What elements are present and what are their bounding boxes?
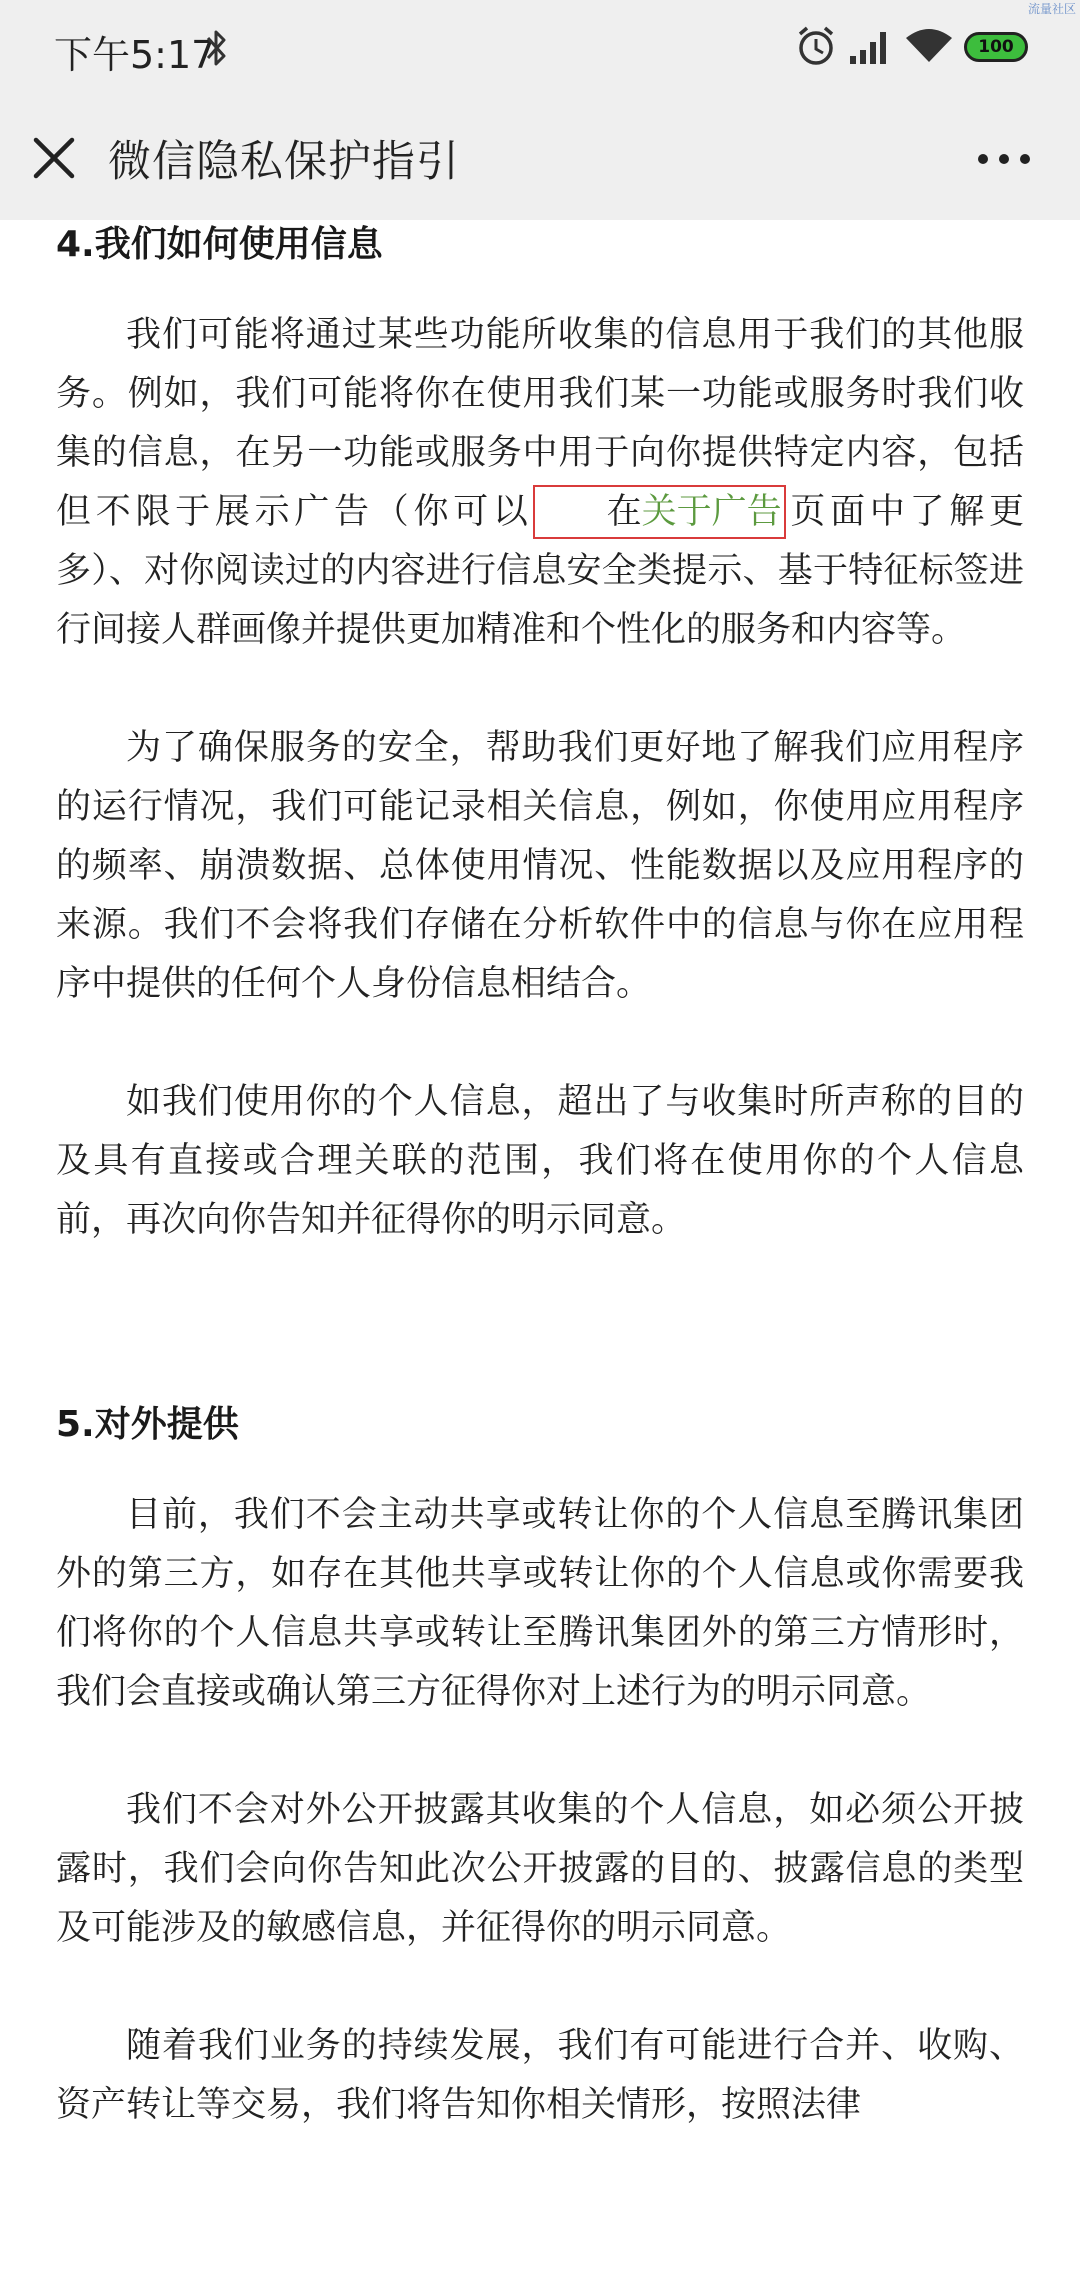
about-ads-link[interactable]: 关于广告 xyxy=(641,492,782,532)
paragraph-text: 我们可能将通过某些功能所收集的信息用于我们的其他服务。例如，我们可能将你在使用我们某一功能或服务时我们收集的信息，在另一功能或服务中用于向你提供特定内容，包括但不限于展示广告（你可以 xyxy=(56,315,1024,532)
paragraph-text: 页面中了解更多）、对你阅读过的内容进行信息安全类提示、基于特征标签进行间接人群画像并提供更加精准和个性化的服务和内容等。 xyxy=(56,492,1024,650)
more-options-icon[interactable] xyxy=(976,152,1032,166)
wifi-icon xyxy=(904,26,954,66)
status-bar xyxy=(0,0,1080,96)
battery-icon xyxy=(964,32,1028,62)
signal-icon xyxy=(848,28,892,66)
paragraph: 我们不会对外公开披露其收集的个人信息，如必须公开披露时，我们会向你告知此次公开披露的目的、披露信息的类型及可能涉及的敏感信息，并征得你的明示同意。 xyxy=(56,1790,1024,1948)
bluetooth-icon xyxy=(204,26,230,70)
status-time: 下午5:17 xyxy=(54,33,216,77)
section-heading-5: 5.对外提供 xyxy=(56,1404,239,1445)
article-content xyxy=(56,220,1024,2135)
title-bar xyxy=(0,96,1080,220)
alarm-icon xyxy=(796,24,836,68)
battery-level: 100 xyxy=(978,37,1014,57)
paragraph-text: 在 xyxy=(606,492,642,532)
section-heading-4: 4.我们如何使用信息 xyxy=(56,224,383,265)
highlight-box xyxy=(533,485,786,539)
close-icon[interactable] xyxy=(30,134,78,182)
paragraph: 目前，我们不会主动共享或转让你的个人信息至腾讯集团外的第三方，如存在其他共享或转让你的个人信息或你需要我们将你的个人信息共享或转让至腾讯集团外的第三方情形时，我们会直接或确认第三方征得你对上述行为的明示同意。 xyxy=(56,1495,1024,1712)
paragraph: 如我们使用你的个人信息，超出了与收集时所声称的目的及具有直接或合理关联的范围，我们将在使用你的个人信息前，再次向你告知并征得你的明示同意。 xyxy=(56,1082,1024,1240)
paragraph: 随着我们业务的持续发展，我们有可能进行合并、收购、资产转让等交易，我们将告知你相关情形，按照法律 xyxy=(56,2026,1024,2125)
page-title: 微信隐私保护指引 xyxy=(108,137,460,187)
watermark: 流量社区 xyxy=(1027,2,1076,16)
paragraph xyxy=(56,306,1024,660)
paragraph: 为了确保服务的安全，帮助我们更好地了解我们应用程序的运行情况，我们可能记录相关信息，例如，你使用应用程序的频率、崩溃数据、总体使用情况、性能数据以及应用程序的来源。我们不会将我们存储在分析软件中的信息与你在应用程序中提供的任何个人身份信息相结合。 xyxy=(56,728,1024,1004)
